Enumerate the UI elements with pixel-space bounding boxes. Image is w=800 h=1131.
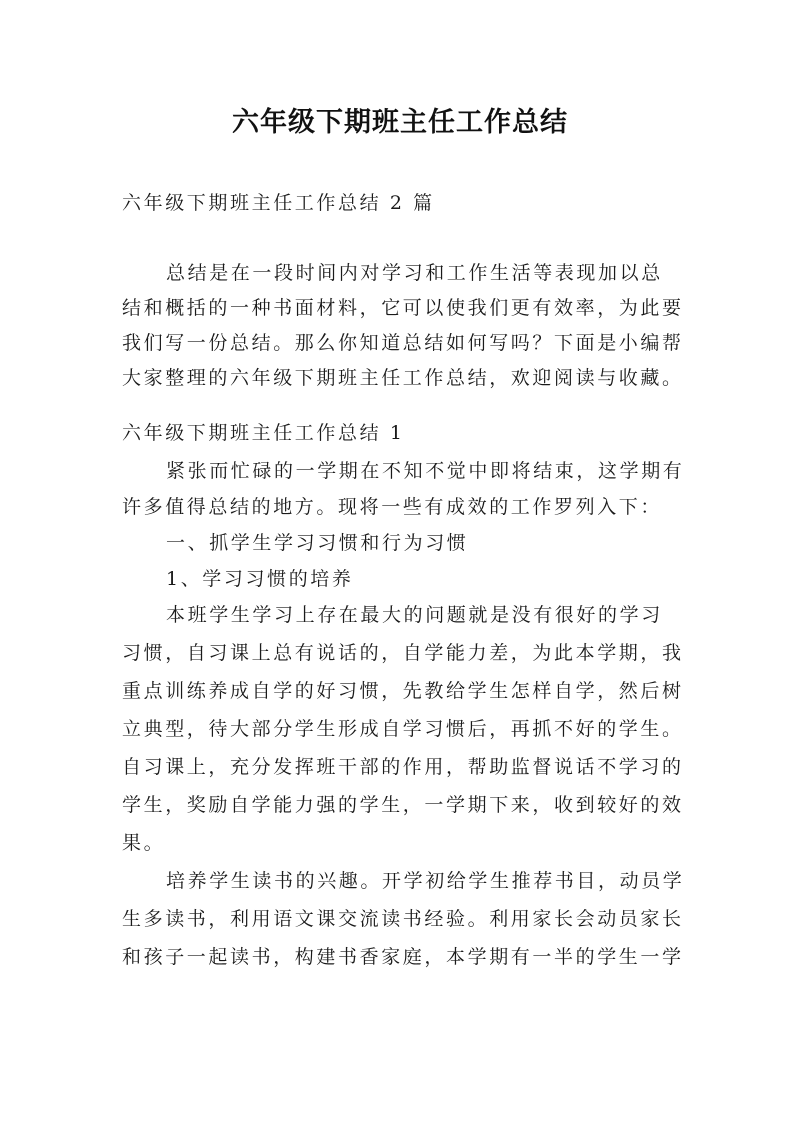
subsection-heading: 一、抓学生学习习惯和行为习惯 bbox=[166, 532, 469, 554]
intro-paragraph-line: 我们写一份总结。那么你知道总结如何写吗？下面是小编帮 bbox=[122, 332, 684, 354]
body-paragraph-line: 紧张而忙碌的一学期在不知不觉中即将结束，这学期有 bbox=[166, 460, 685, 482]
body-paragraph-line: 和孩子一起读书，构建书香家庭，本学期有一半的学生一学 bbox=[122, 946, 684, 968]
body-paragraph-line: 自习课上，充分发挥班干部的作用，帮助监督说话不学习的 bbox=[122, 756, 684, 778]
body-paragraph-line: 重点训练养成自学的好习惯，先教给学生怎样自学，然后树 bbox=[122, 680, 684, 702]
body-paragraph-line: 学生，奖励自学能力强的学生，一学期下来，收到较好的效 bbox=[122, 794, 684, 816]
body-paragraph-line: 培养学生读书的兴趣。开学初给学生推荐书目，动员学 bbox=[166, 870, 685, 892]
body-paragraph-line: 本班学生学习上存在最大的问题就是没有很好的学习 bbox=[166, 604, 663, 626]
body-paragraph-line: 立典型，待大部分学生形成自学习惯后，再抓不好的学生。 bbox=[122, 718, 684, 740]
intro-paragraph-line: 结和概括的一种书面材料，它可以使我们更有效率，为此要 bbox=[122, 297, 684, 319]
body-paragraph-line: 生多读书，利用语文课交流读书经验。利用家长会动员家长 bbox=[122, 908, 684, 930]
section-heading: 六年级下期班主任工作总结 1 bbox=[122, 422, 405, 444]
body-paragraph-line: 果。 bbox=[122, 832, 166, 854]
intro-paragraph-line: 大家整理的六年级下期班主任工作总结，欢迎阅读与收藏。 bbox=[122, 367, 684, 389]
document-title: 六年级下期班主任工作总结 bbox=[232, 107, 568, 138]
intro-paragraph-line: 总结是在一段时间内对学习和工作生活等表现加以总 bbox=[166, 262, 663, 284]
document-body bbox=[122, 186, 685, 975]
subtitle-line: 六年级下期班主任工作总结 2 篇 bbox=[122, 192, 435, 214]
body-paragraph-line: 许多值得总结的地方。现将一些有成效的工作罗列入下： bbox=[122, 496, 663, 518]
body-paragraph-line: 习惯，自习课上总有说话的，自学能力差，为此本学期，我 bbox=[122, 642, 684, 664]
subsection-heading: 1、学习习惯的培养 bbox=[166, 568, 354, 590]
